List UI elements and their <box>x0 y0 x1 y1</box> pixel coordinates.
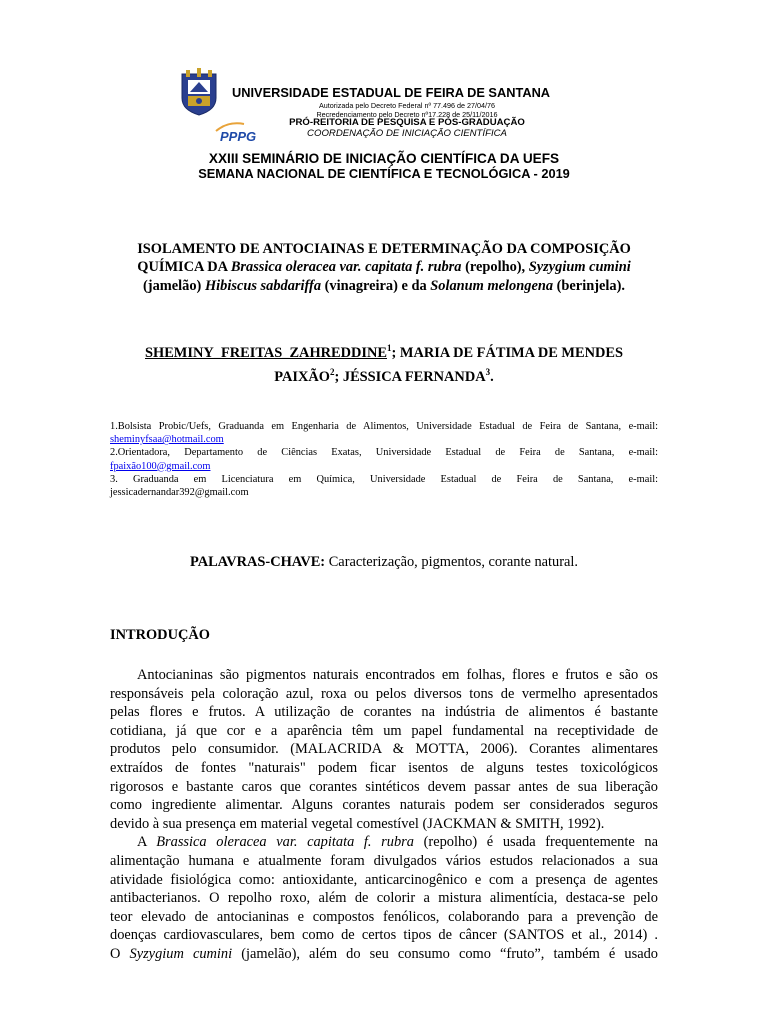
affiliation-1-text: 1.Bolsista Probic/Uefs, Graduanda em Engenharia de Alimentos, Universidade Estadual de Feira de Santana, e-mail: <box>110 421 658 432</box>
para2-line-3: atividade fisiológica como: antioxidante, anticarcinogênico e com a presença de agentes <box>110 871 658 888</box>
para1-line-3: pelas flores e frutos. A utilização de corantes na indústria de alimentos é bastante <box>110 704 658 721</box>
affiliation-1-email[interactable]: sheminyfsaa@hotmail.com <box>110 434 224 446</box>
para1-line-2: responsáveis pela coloração azul, roxa ou pelos diversos tons de vermelho apresentados <box>110 685 658 702</box>
title-line-2: QUÍMICA DA Brassica oleracea var. capitata f. rubra (repolho), Syzygium cumini <box>137 259 631 276</box>
recredenciamento-decree: Recredenciamento pelo Decreto nº17.228 de 25/11/2016 <box>316 110 498 119</box>
affiliations <box>110 420 658 499</box>
authorization-decree: Autorizada pelo Decreto Federal nº 77.496 de 27/04/76 <box>318 101 496 110</box>
para2-line-1: A Brassica oleracea var. capitata f. rubra (repolho) é usada frequentemente na <box>137 834 658 851</box>
para2-line-7: O Syzygium cumini (jamelão), além do seu consumo como “fruto”, também é usado <box>110 945 658 962</box>
pro-reitoria: PRÓ-REITORIA DE PESQUISA E PÓS-GRADUAÇÃO <box>289 117 525 128</box>
para1-line-5: produtos pelo consumidor. (MALACRIDA & MOTTA, 2006). Corantes alimentares <box>110 741 658 758</box>
authors <box>40 339 728 387</box>
seminar-title: XXIII SEMINÁRIO DE INICIAÇÃO CIENTÍFICA DA UEFS <box>208 151 560 166</box>
title-line-1: ISOLAMENTO DE ANTOCIAINAS E DETERMINAÇÃO DA COMPOSIÇÃO <box>137 241 631 257</box>
keywords-label: PALAVRAS-CHAVE: <box>189 554 326 570</box>
para1-line-9: devido à sua presença em material vegetal comestível (JACKMAN & SMITH, 1992). <box>110 815 605 832</box>
coordenacao: COORDENAÇÃO DE INICIAÇÃO CIENTÍFICA <box>307 128 507 139</box>
keywords <box>0 554 768 571</box>
uefs-crest-logo <box>180 68 218 116</box>
title-line-3: (jamelão) Hibiscus sabdariffa (vinagreira) e da Solanum melongena (berinjela). <box>143 277 625 294</box>
authors-line-1: SHEMINY_FREITAS_ZAHREDDINE$^1$; MARIA DE FÁTIMA DE MENDES <box>145 343 623 361</box>
para1-line-1: Antocianinas são pigmentos naturais encontrados em folhas, flores e frutos e são os <box>137 667 658 683</box>
affiliation-2-text: 2.Orientadora, Departamento de Ciências Exatas, Universidade Estadual de Feira de Santana, e-mail: <box>110 447 658 459</box>
paper-title <box>40 240 728 295</box>
affiliation-3-text: 3. Graduanda em Licenciatura em Química, Universidade Estadual de Feira de Santana, e-mail: <box>110 473 658 485</box>
para2-line-2: alimentação humana e atualmente foram divulgados vários estudos relacionados a sua <box>110 852 658 869</box>
para2-line-5: teor elevado de antocianinas e compostos fenólicos, colaborando para a prevenção de <box>110 908 658 925</box>
introduction-body <box>110 666 658 964</box>
semana-title: SEMANA NACIONAL DE CIENTÍFICA E TECNOLÓGICA - 2019 <box>198 166 570 181</box>
para1-line-8: como ingrediente alimentar. Alguns corantes naturais podem ser considerados seguros <box>110 797 658 814</box>
keywords-text: Caracterização, pigmentos, corante natural. <box>325 554 579 570</box>
affiliation-2-email[interactable]: fpaixão100@gmail.com <box>110 460 211 472</box>
para2-line-6: doenças cardiovasculares, bem como de certos tipos de câncer (SANTOS et al., 2014) . <box>110 927 658 944</box>
para2-line-4: antibacterianos. O repolho roxo, além de colorir a mistura alimentícia, destaca-se pelo <box>110 890 658 907</box>
para1-line-4: cotidiana, já que cor e a aparência têm um papel fundamental na receptividade de <box>110 722 658 739</box>
para1-line-6: extraídos de fontes "naturais" podem ficar isentos de alguns testes toxicológicos <box>110 759 658 776</box>
introduction-heading: INTRODUÇÃO <box>110 627 210 643</box>
pppg-logo-text: PPPG <box>220 129 257 144</box>
authors-line-2: PAIXÃO$^2$; JÉSSICA FERNANDA$^3$. <box>274 366 494 385</box>
university-name: UNIVERSIDADE ESTADUAL DE FEIRA DE SANTANA <box>232 85 551 100</box>
para1-line-7: rigorosos e bastante caros que corantes sintéticos devem passar antes de sua liberação <box>110 778 658 795</box>
affiliation-3-email: jessicadernandar392@gmail.com <box>110 487 249 499</box>
